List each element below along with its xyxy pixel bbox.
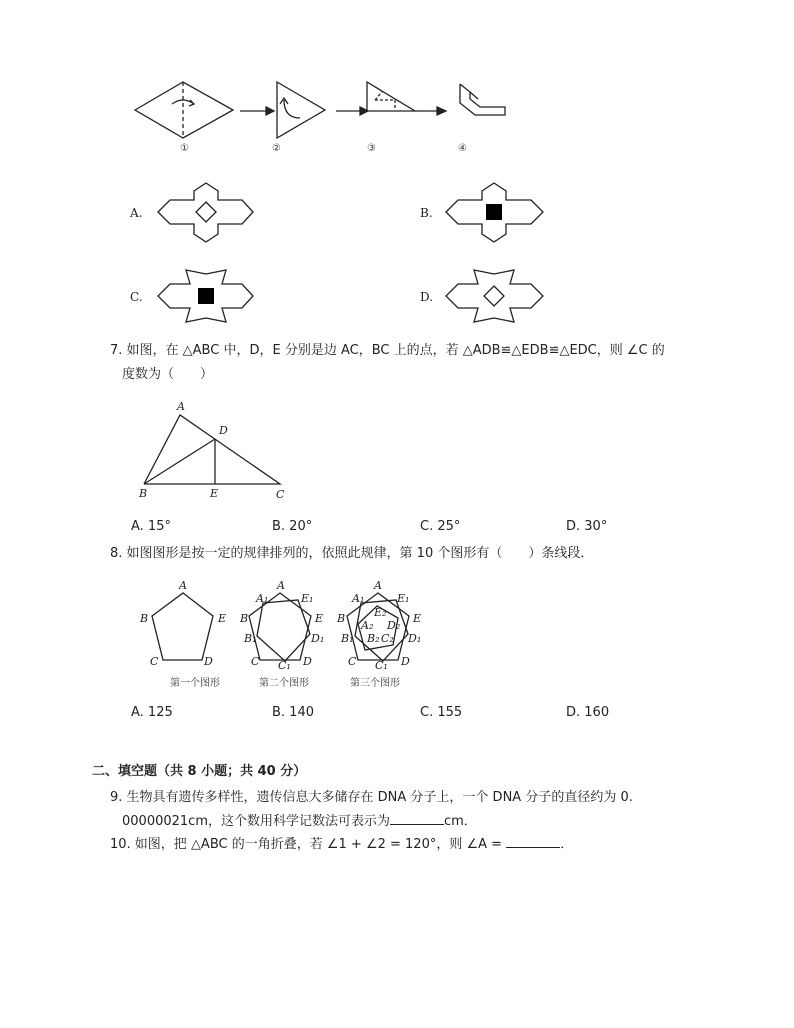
q8-f3-label-d: D — [401, 655, 410, 668]
fold-step-label-3: ③ — [367, 143, 376, 154]
q9-text-line2-post: cm． — [443, 814, 477, 829]
fold-step-label-4: ④ — [458, 143, 467, 154]
q9-text-line1: 9. 生物具有遗传多样性，遗传信息大多储存在 DNA 分子上，一个 DNA 分子的直径约为 0. — [110, 790, 633, 805]
fold-step-label-2: ② — [272, 143, 281, 154]
q8-f1-label-d: D — [204, 655, 213, 668]
q8-f3-label-b1: B₁ — [341, 632, 354, 645]
q7-choice-d[interactable]: D. 30° — [566, 519, 608, 534]
q8-f3-label-e1: E₁ — [397, 592, 410, 605]
q8-f3-label-b2: B₂ — [367, 632, 380, 645]
q8-f3-label-a2: A₂ — [361, 619, 374, 632]
q8-f1-label-b: B — [140, 612, 149, 625]
q8-f2-label-a: A — [277, 579, 285, 592]
q8-f2-label-c: C — [251, 655, 260, 668]
q8-f2-label-d: D — [303, 655, 312, 668]
q8-caption-1: 第一个图形 — [170, 678, 220, 689]
q8-f2-label-e: E — [315, 612, 324, 625]
q8-f3-label-c2: C₂ — [381, 632, 394, 645]
q8-f1-label-a: A — [179, 579, 187, 592]
fold-step-label-1: ① — [180, 143, 189, 154]
q8-f3-label-d1: D₁ — [408, 632, 422, 645]
q9-text-line2 — [122, 813, 477, 831]
q8-f2-label-b: B — [240, 612, 249, 625]
section-2-heading: 二、填空题（共 8 小题；共 40 分） — [92, 764, 307, 779]
q8-text: 8. 如图图形是按一定的规律排列的，依照此规律，第 10 个图形有（ ）条线段． — [110, 546, 594, 561]
q7-choice-a[interactable]: A. 15° — [131, 519, 171, 534]
q9-answer-blank[interactable] — [390, 824, 444, 825]
q10-answer-blank[interactable] — [506, 847, 560, 848]
q7-choice-c[interactable]: C. 25° — [420, 519, 461, 534]
q7-label-b: B — [139, 487, 148, 500]
fold-option-a-label: A. — [130, 206, 143, 220]
q8-f2-label-e1: E₁ — [301, 592, 314, 605]
q8-f3-label-e: E — [413, 612, 422, 625]
q8-f2-label-c1: C₁ — [278, 659, 291, 672]
q10-text-post: ． — [560, 837, 574, 852]
q7-label-d: D — [219, 424, 228, 437]
q8-f2-label-a1: A₁ — [256, 592, 269, 605]
q7-text-line2: 度数为（ ） — [122, 367, 214, 382]
q8-choice-a[interactable]: A. 125 — [131, 705, 173, 720]
q8-f3-label-b: B — [337, 612, 346, 625]
q8-f1-label-c: C — [150, 655, 159, 668]
q8-f3-label-c: C — [348, 655, 357, 668]
q7-label-c: C — [276, 488, 285, 501]
q8-caption-2: 第二个图形 — [259, 678, 309, 689]
fold-option-c-label: C. — [130, 290, 143, 304]
q8-f2-label-b1: B₁ — [244, 632, 257, 645]
fold-option-d-label: D. — [420, 290, 434, 304]
q8-f3-label-a: A — [374, 579, 382, 592]
q8-f3-label-d2: D₂ — [387, 619, 401, 632]
q8-f3-label-a1: A₁ — [352, 592, 365, 605]
q9-text-line2-pre: 00000021cm，这个数用科学记数法可表示为 — [122, 814, 390, 829]
q7-label-a: A — [177, 400, 185, 413]
q8-choice-c[interactable]: C. 155 — [420, 705, 463, 720]
q8-caption-3: 第三个图形 — [350, 678, 400, 689]
q8-f1-label-e: E — [218, 612, 227, 625]
q10-text-pre: 10. 如图，把 △ABC 的一角折叠，若 ∠1 + ∠2 = 120°，则 ∠A = — [110, 837, 503, 852]
q7-text-line1: 7. 如图，在 △ABC 中，D，E 分别是边 AC，BC 上的点，若 △ADB≌△EDB≌△EDC，则 ∠C 的 — [110, 343, 665, 358]
q8-choice-d[interactable]: D. 160 — [566, 705, 610, 720]
fold-option-b-label: B. — [420, 206, 433, 220]
q8-f3-label-e2: E₂ — [374, 606, 387, 619]
q7-choice-b[interactable]: B. 20° — [272, 519, 313, 534]
q10-text — [110, 836, 573, 854]
q8-choice-b[interactable]: B. 140 — [272, 705, 314, 720]
q8-f2-label-d1: D₁ — [311, 632, 325, 645]
q7-label-e: E — [210, 487, 219, 500]
q8-f3-label-c1: C₁ — [375, 659, 388, 672]
